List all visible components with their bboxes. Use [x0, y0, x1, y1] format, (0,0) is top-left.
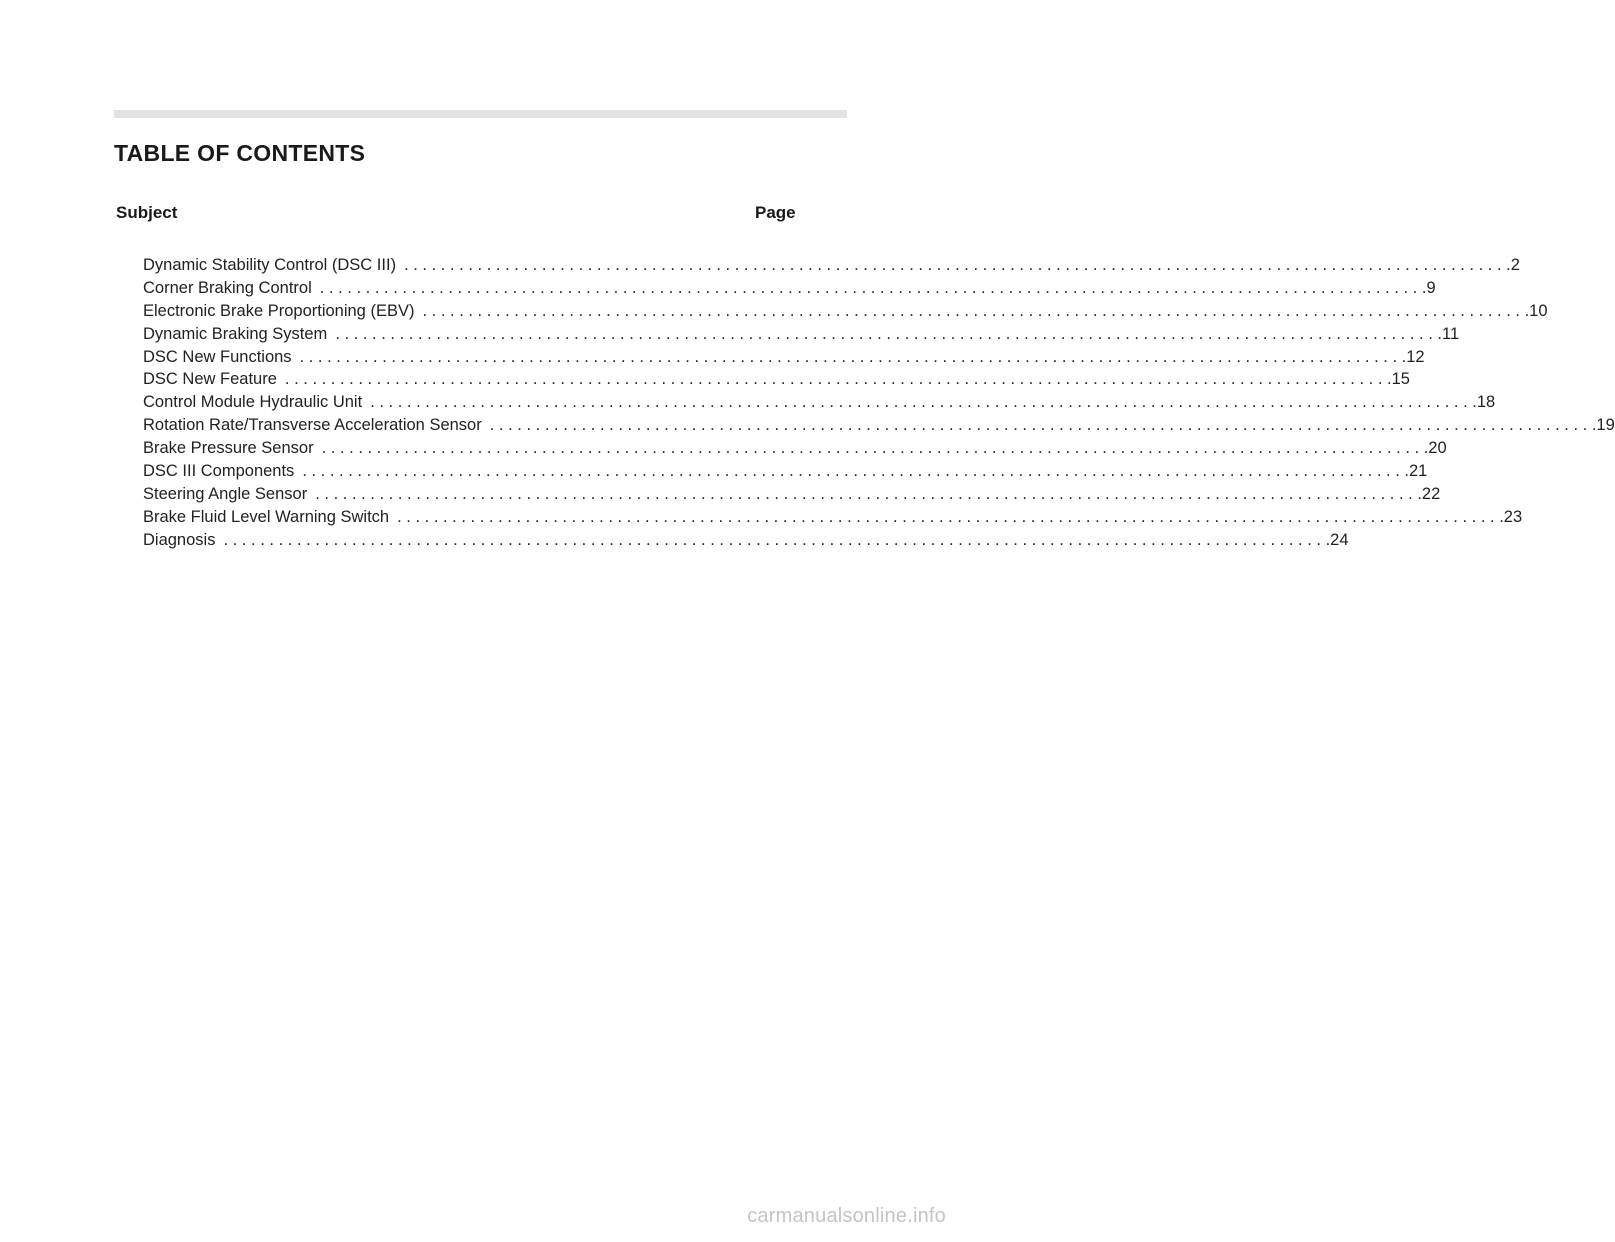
dot-leader: ........................................................................................................................: [422, 301, 1525, 320]
toc-entry-label: Electronic Brake Proportioning (EBV): [143, 301, 415, 320]
toc-entry-label: Dynamic Stability Control (DSC III): [143, 256, 397, 274]
dot-leader: ........................................................................................................................: [319, 278, 1422, 297]
toc-entry[interactable]: [143, 484, 1441, 508]
toc-entry-label: Steering Angle Sensor: [143, 484, 308, 503]
toc-entry-page: .11: [1437, 324, 1460, 343]
toc-entry-page: .23: [1499, 507, 1523, 526]
subject-column-header: Subject: [116, 203, 178, 222]
toc-entry[interactable]: [143, 324, 1460, 348]
dot-leader: ........................................................................................................................: [223, 530, 1326, 549]
toc-entry-page: .12: [1401, 347, 1425, 366]
toc-entry-label: Diagnosis: [143, 530, 216, 549]
toc-entry-label: DSC III Components: [143, 462, 295, 481]
toc-entry[interactable]: [143, 301, 1548, 325]
toc-entry[interactable]: [143, 507, 1523, 531]
dot-leader: ........................................................................................................................: [284, 370, 1387, 389]
toc-entry-page: .10: [1524, 301, 1548, 320]
dot-leader: ........................................................................................................................: [302, 462, 1405, 481]
toc-entry[interactable]: [143, 370, 1410, 393]
dot-leader: ........................................................................................................................: [397, 507, 1500, 526]
toc-entry[interactable]: [143, 416, 1615, 439]
toc-entry[interactable]: [143, 393, 1496, 416]
watermark: carmanualsonline.info: [747, 1205, 946, 1227]
toc-list: [143, 256, 1615, 554]
toc-entry[interactable]: [143, 278, 1436, 302]
toc-entry-label: Brake Pressure Sensor: [143, 439, 314, 458]
toc-entry-page: .18: [1472, 393, 1496, 412]
toc-entry[interactable]: [143, 439, 1447, 462]
dot-leader: ........................................................................................................................: [404, 256, 1507, 274]
toc-entry-label: Corner Braking Control: [143, 278, 312, 297]
toc-entry-label: Control Module Hydraulic Unit: [143, 393, 363, 412]
toc-entry[interactable]: [143, 347, 1425, 371]
dot-leader: ........................................................................................................................: [370, 393, 1473, 412]
toc-entry-page: .24: [1325, 530, 1349, 549]
dot-leader: ........................................................................................................................: [321, 439, 1424, 458]
toc-entry-page: .20: [1423, 439, 1447, 458]
toc-entry-label: DSC New Functions: [143, 347, 292, 366]
toc-entry[interactable]: [143, 256, 1520, 279]
toc-entry-page: .15: [1387, 370, 1410, 389]
toc-entry-label: DSC New Feature: [143, 370, 277, 389]
toc-entry-page: .19: [1591, 416, 1615, 435]
toc-entry-page: .22: [1417, 484, 1441, 503]
header-rule: [114, 110, 847, 118]
dot-leader: ........................................................................................................................: [335, 324, 1438, 343]
dot-leader: ........................................................................................................................: [315, 484, 1418, 503]
dot-leader: ........................................................................................................................: [299, 347, 1402, 366]
toc-entry-label: Dynamic Braking System: [143, 324, 328, 343]
toc-entry-page: .2: [1506, 256, 1520, 274]
toc-entry-page: .21: [1404, 462, 1428, 481]
toc-entry[interactable]: [143, 530, 1349, 554]
page-title: TABLE OF CONTENTS: [114, 140, 366, 166]
dot-leader: ........................................................................................................................: [489, 416, 1592, 435]
toc-entry[interactable]: [143, 462, 1428, 485]
page-column-header: Page: [755, 203, 796, 222]
toc-entry-page: .9: [1421, 278, 1436, 297]
toc-entry-label: Rotation Rate/Transverse Acceleration Sensor: [143, 416, 482, 435]
toc-entry-label: Brake Fluid Level Warning Switch: [143, 507, 390, 526]
